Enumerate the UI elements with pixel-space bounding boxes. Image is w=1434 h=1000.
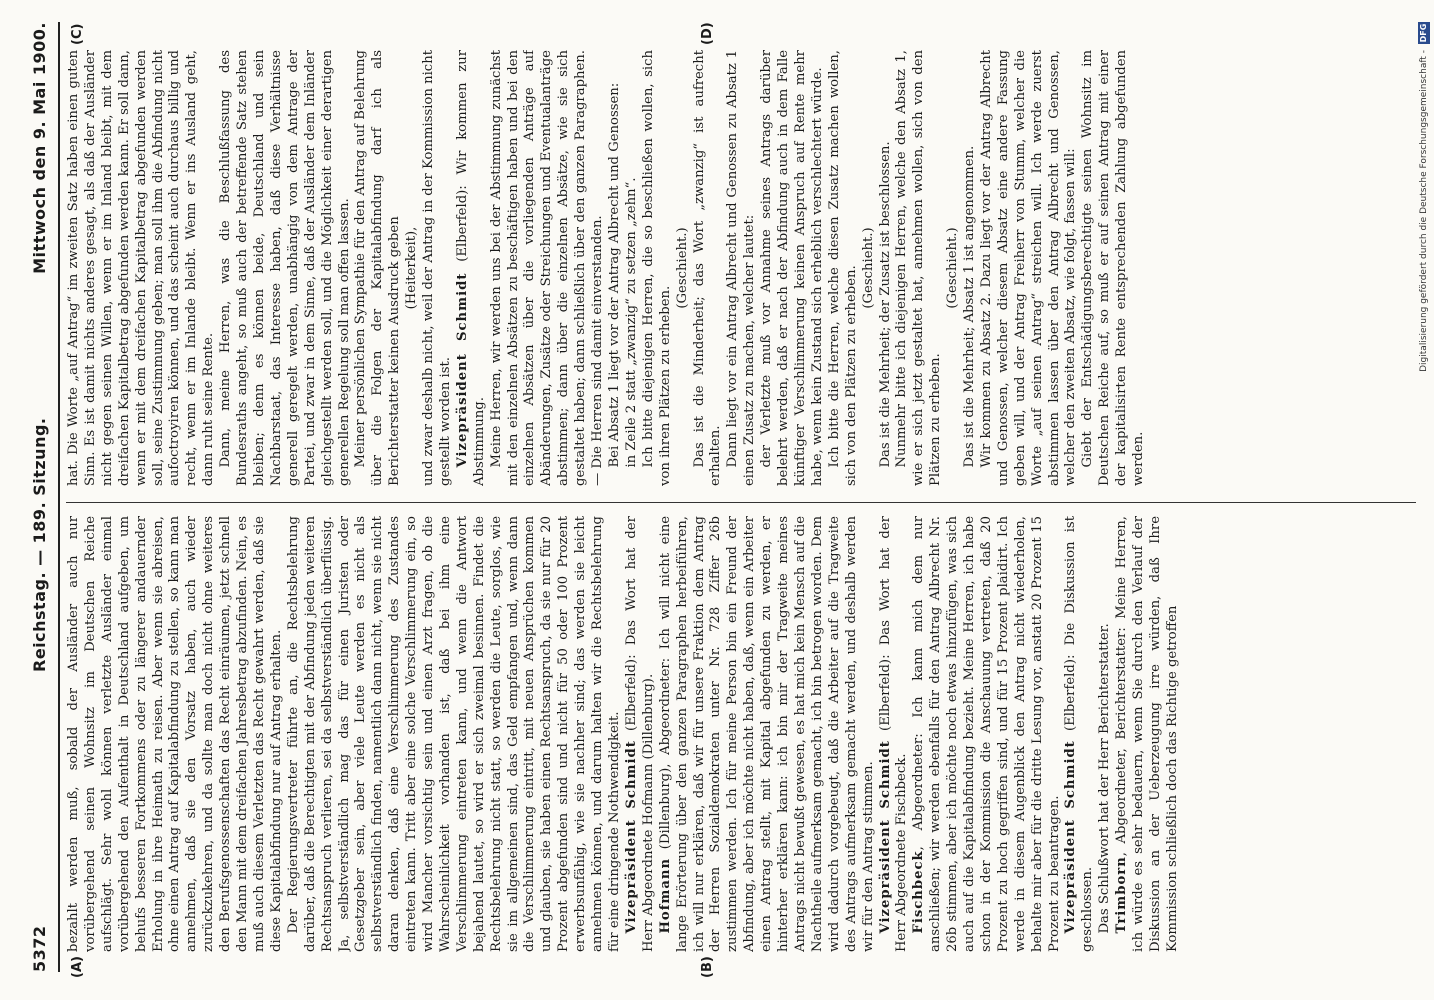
- right-column-paragraph: [421, 50, 455, 486]
- right-column-paragraph: [759, 50, 827, 486]
- paragraph-text: , Abgeordneter, Berichterstatter: Meine Herren, ich würde es sehr bedauern, wenn Sie durch den Verlauf der Diskussion an der Ueberzeugung irre würden, daß Ihre Kommission schließlich doch das Richtige getroffen: [1114, 516, 1180, 952]
- paragraph-text: Dann liegt vor ein Antrag Albrecht und Genossen zu Absatz 1 einen Zusatz zu machen, welcher lautet:: [725, 50, 758, 486]
- paragraph-text: Das ist die Mehrheit; der Zusatz ist beschlossen.: [877, 141, 893, 468]
- paragraph-text: (Geschieht.): [945, 227, 961, 309]
- paragraph-text: (Elberfeld): Das Wort hat der Herr Abgeordnete Hofmann (Dillenburg).: [623, 516, 656, 952]
- right-column-paragraph: [455, 50, 489, 486]
- right-column-paragraph: [607, 50, 624, 486]
- paragraph-text: (Geschieht.): [860, 227, 876, 309]
- right-column-paragraph: [218, 50, 353, 486]
- right-column-paragraph: [675, 50, 692, 486]
- right-column-paragraph: [725, 50, 759, 486]
- right-column-paragraph: [962, 50, 979, 486]
- right-column-paragraph: [945, 50, 962, 486]
- paragraph-text: Giebt der Entschädigungsberechtigte seinen Wohnsitz im Deutschen Reiche auf, so muß er auf seinen Antrag mit einer der kapitalisirten Rente entsprechenden Zahlung abgefunden werden.: [1080, 50, 1147, 486]
- paragraph-text: (Dillenburg), Abgeordneter: Ich will nicht eine lange Erörterung über den ganzen Paragraphen herbeiführen, ich will nur erklären, daß wir für unsere Fraktion dem Antrag der Herren Sozialdemokraten unter Nr. 728 Ziffer 26b zustimmen werden. Ich für meine Person bin ein Freund der Abfindung, aber ich möchte nicht haben, daß, wenn ein Arbeiter einen Antrag stellt, mit Kapital abgefunden zu werden, er hinterher erklären kann: ich bin mir der Tragweite meines Antrags nicht bewußt gewesen, es hat mich kein Mensch auf die Nachtheile aufmerksam gemacht, ich bin betrogen worden. Dem wird dadurch vorgebeugt, daß die Arbeiter auf die Tragweite des Antrags aufmerksam gemacht werden, und deshalb werden wir für den Antrag stimmen.: [657, 516, 876, 952]
- left-column-paragraph: [66, 516, 286, 952]
- speaker-name: Vizepräsident Schmidt: [623, 740, 639, 934]
- paragraph-text: hat. Die Worte „auf Antrag“ im zweiten Satz haben einen guten Sinn. Es ist damit nichts anderes gesagt, als daß der Ausländer nicht gegen seinen Willen, wenn er im Inland bleibt, mit dem dreifachen Kapitalbetrag abgefunden werden kann. Er soll dann, wenn er mit dem dreifachen Kapitalbetrag abgefunden werden soll, seine Zustimmung geben; man soll ihm die Abfindung nicht aufoctroyiren können, und das scheint auch durchaus billig und recht, wenn er im Inlande bleibt. Wenn er ins Ausland geht, dann ruht seine Rente.: [66, 50, 217, 486]
- paragraph-text: Der Regierungsvertreter führte an, die Rechtsbelehrung darüber, daß die Berechtigten mit der Abfindung jeden weiteren Rechtsanspruch verlieren, sei da selbstverständlich überflüssig. Ja, selbstverständlich mag das für einen Juristen oder Gesetzgeber sein, aber viele Leute werden es nicht als selbstverständlich finden, namentlich dann nicht, wenn sie nicht daran denken, daß eine Verschlimmerung des Zustandes eintreten kann. Tritt aber eine solche Verschlimmerung ein, so wird Mancher vorsichtig sein und einen Arzt fragen, ob die Wahrscheinlichkeit vorhanden ist, daß bei ihm eine Verschlimmerung eintreten kann, und wenn die Antwort bejahend lautet, so wird er sich zweimal besinnen. Findet die Rechtsbelehrung nicht statt, so werden die Leute, sorglos, wie sie im allgemeinen sind, das Geld empfangen und, wenn dann die Verschlimmerung eintritt, mit neuen Ansprüchen kommen und glauben, sie haben einen Rechtsanspruch, da sie nur für 20 Prozent abgefunden sind und nicht für 50 oder 100 Prozent erwerbsunfähig, wie sie nachher sind; das werden sie leicht annehmen können, und darum halten wir die Rechtsbelehrung für eine dringende Nothwendigkeit.: [285, 516, 622, 952]
- paragraph-text: Nunmehr bitte ich diejenigen Herren, welche den Absatz 1, wie er sich jetzt gestaltet hat, annehmen wollen, sich von den Plätzen zu erheben.: [894, 50, 944, 486]
- speaker-name: Vizepräsident Schmidt: [877, 740, 893, 934]
- right-column-paragraph: [624, 50, 641, 486]
- paragraph-text: (Elberfeld): Wir kommen zur Abstimmung.: [454, 50, 487, 486]
- left-text-column: [66, 516, 1416, 952]
- paragraph-text: Bei Absatz 1 liegt vor der Antrag Albrecht und Genossen:: [607, 82, 622, 468]
- left-column-paragraph: [286, 516, 624, 952]
- paragraph-text: Das ist die Mehrheit; Absatz 1 ist angenommen.: [962, 145, 978, 468]
- paragraph-text: Ich bitte diejenigen Herren, die so beschließen wollen, sich von ihren Plätzen zu erheben.: [640, 50, 673, 486]
- paragraph-text: in Zeile 2 statt „zwanzig“ zu setzen „zehn“.: [623, 177, 639, 468]
- session-date: Mittwoch den 9. Mai 1900.: [30, 22, 49, 274]
- left-column-paragraph: [1114, 516, 1182, 952]
- speaker-name: Hofmann: [657, 857, 673, 934]
- paragraph-text: Dann, meine Herren, was die Beschlußfassung des Bundesraths angeht, so muß auch der betreffende Satz stehen bleiben; denn es können beide, Deutschland und sein Nachbarstaat, das Interesse haben, daß diese Verhältnisse generell geregelt werden, unabhängig von dem Antrage der Partei, und zwar in dem Sinne, daß der Ausländer dem Inländer gleichgestellt werden soll, und die Möglichkeit einer derartigen generellen Regelung soll man offen lassen.: [218, 50, 352, 486]
- margin-letter-a: (A): [70, 956, 85, 978]
- left-column-paragraph: [624, 516, 658, 952]
- paragraph-text: , Abgeordneter: Ich kann mich dem nur anschließen; wir werden ebenfalls für den Antrag Albrecht Nr. 26b stimmen, aber ich möchte noch etwas hinzufügen, was sich auch auf die Kapitalabfindung bezieht. Meine Herren, ich habe schon in der Kommission die Anschauung vertreten, daß 20 Prozent zu hoch gegriffen sind, und für 15 Prozent plaidirt. Ich werde in diesem Augenblick den Antrag nicht wiederholen, behalte mir aber für die dritte Lesung vor, anstatt 20 Prozent 15 Prozent zu beantragen.: [911, 516, 1062, 952]
- right-column-paragraph: [827, 50, 861, 486]
- right-column-paragraph: [861, 50, 878, 486]
- column-divider: [66, 502, 1416, 503]
- page-number: 5372: [30, 925, 49, 972]
- right-column-paragraph: [66, 50, 218, 486]
- speaker-name: Vizepräsident Schmidt: [1063, 740, 1079, 934]
- right-column-paragraph: [353, 50, 404, 486]
- left-column-paragraph: [1097, 516, 1114, 952]
- dfg-logo-icon: DFG: [1419, 23, 1428, 43]
- page-footer: [1418, 22, 1432, 972]
- speaker-name: Vizepräsident Schmidt: [454, 272, 470, 468]
- right-column-paragraph: [1080, 50, 1148, 486]
- right-column-paragraph: [692, 50, 726, 486]
- paragraph-text: bezahlt werden muß, sobald der Ausländer auch nur vorübergehend seinen Wohnsitz im Deutschen Reiche aufschlägt. Sehr wohl können verletzte Ausländer einmal vorübergehend den Aufenthalt in Deutschland aufgeben, um behufs besseren Fortkommens oder zu längerer andauernder Erholung in ihre Heimath zu reisen. Aber wenn sie abreisen, ohne einen Antrag auf Kapitalabfindung zu stellen, so kann man annehmen, daß sie den Vorsatz haben, auch wieder zurückzukehren, und da sollte man doch nicht ohne weiteres den Berufsgenossenschaften das Recht einräumen, jetzt schnell den Mann mit dem dreifachen Jahresbetrag abzufinden. Nein, es muß auch diesem Verletzten das Recht gewahrt werden, daß sie diese Kapitalabfindung nur auf Antrag erhalten.: [66, 516, 284, 952]
- running-title: Reichstag. — 189. Sitzung.: [30, 417, 49, 672]
- margin-letter-d: (D): [700, 22, 715, 45]
- digitization-credit: Digitalisierung gefördert durch die Deutsche Forschungsgemeinschaft -: [1419, 50, 1429, 372]
- paragraph-text: Meine Herren, wir werden uns bei der Abstimmung zunächst mit den einzelnen Absätzen zu beschäftigen haben und bei den einzelnen Absätzen über die vorliegenden Anträge auf Abänderungen, Zusätze oder Streichungen und Eventualanträge abstimmen; dann über die einzelnen Absätze, wie sie sich gestaltet haben; dann schließlich über den ganzen Paragraphen. — Die Herren sind damit einverstanden.: [488, 50, 606, 486]
- paragraph-text: (Elberfeld): Die Diskussion ist geschlossen.: [1063, 516, 1096, 952]
- speaker-name: Fischbeck: [911, 850, 927, 934]
- left-column-paragraph: [1063, 516, 1097, 952]
- left-column-paragraph: [658, 516, 878, 952]
- right-column-paragraph: [404, 50, 421, 486]
- paragraph-text: und zwar deshalb nicht, weil der Antrag in der Kommission nicht gestellt worden ist.: [421, 50, 453, 486]
- left-column-paragraph: [878, 516, 912, 952]
- right-text-column: [66, 50, 1416, 486]
- paragraph-text: (Heiterkeit),: [404, 226, 420, 310]
- speaker-name: Trimborn: [1114, 856, 1130, 934]
- paragraph-text: (Geschieht.): [674, 227, 690, 309]
- paragraph-text: Das Schlußwort hat der Herr Berichterstatter.: [1097, 623, 1113, 934]
- paragraph-text: Wir kommen zu Absatz 2. Dazu liegt vor der Antrag Albrecht und Genossen, welcher diesem Absatz eine andere Fassung geben will, und der Antrag Freiherr von Stumm, welcher die Worte „auf seinen Antrag“ streichen will. Ich werde zuerst abstimmen lassen über den Antrag Albrecht und Genossen, welcher den zweiten Absatz, wie folgt, fassen will:: [978, 50, 1079, 486]
- paragraph-text: Das ist die Minderheit; das Wort „zwanzig“ ist aufrecht erhalten.: [691, 50, 724, 486]
- right-column-paragraph: [894, 50, 945, 486]
- paragraph-text: der Verletzte muß vor Annahme seines Antrags darüber belehrt werden, daß er nach der Abfindung auch in dem Falle künftiger Verschlimmerung keinen Anspruch auf Rente mehr habe, wenn kein Zustand sich erheblich verschlechtert würde.: [759, 50, 825, 486]
- margin-letter-b: (B): [700, 956, 715, 978]
- right-column-paragraph: [878, 50, 895, 486]
- left-column-paragraph: [911, 516, 1063, 952]
- paragraph-text: Ich bitte die Herren, welche diesen Zusatz machen wollen, sich von den Plätzen zu erheben.: [826, 50, 859, 486]
- margin-letter-c: (C): [70, 23, 85, 45]
- page-header: [18, 22, 60, 972]
- right-column-paragraph: [489, 50, 607, 486]
- paragraph-text: Meiner persönlichen Sympathie für den Antrag auf Belehrung über die Folgen der Kapitalabfindung darf ich als Berichterstatter keinen Ausdruck geben: [353, 50, 403, 486]
- paragraph-text: (Elberfeld): Das Wort hat der Herr Abgeordnete Fischbeck.: [877, 516, 910, 952]
- right-column-paragraph: [979, 50, 1080, 486]
- right-column-paragraph: [641, 50, 675, 486]
